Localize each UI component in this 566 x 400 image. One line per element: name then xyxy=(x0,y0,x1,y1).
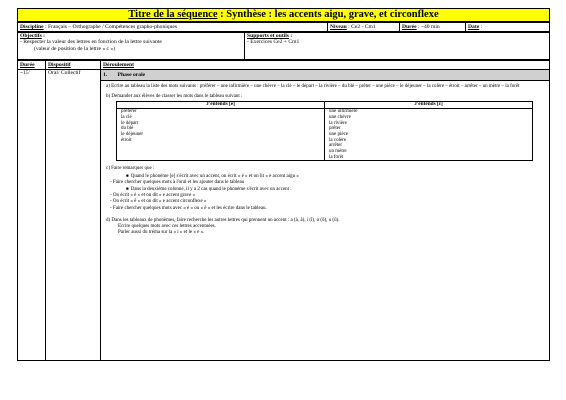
step-d-trema: Parler aussi du tréma sur la « i » et le « e ». xyxy=(118,230,205,236)
word-epsilon: la rivière xyxy=(329,120,347,126)
discipline-cell xyxy=(18,23,328,32)
sort-table-col-e xyxy=(117,109,325,161)
col-deroulement-header: Déroulement xyxy=(101,61,550,70)
lesson-plan xyxy=(17,8,550,392)
step-c-two-cases: ■ Dans la deuxième colonne, il y a 2 cas quand le phonème s'écrit avec un accent : xyxy=(106,186,545,193)
date-value: : xyxy=(479,24,483,30)
objectifs-cell xyxy=(18,33,245,60)
word-epsilon: prêter xyxy=(329,126,341,132)
col-duree-header: Durée xyxy=(18,61,46,70)
phase-dispositif: Oral/ Collectif xyxy=(46,70,101,361)
step-c-search-words: - Faire chercher quelques mots avec « è » ou « ê » et les écrire dans le tableau. xyxy=(110,205,267,211)
step-b: b) Demander aux élèves de classer les mots dans le tableau suivant : xyxy=(106,94,243,100)
sort-table-col-epsilon xyxy=(325,109,533,161)
word-epsilon: une chèvre xyxy=(329,114,351,120)
date-label: Date xyxy=(468,24,480,30)
duree-value: : ~40 min xyxy=(416,24,440,30)
word-e: préférer xyxy=(121,109,137,115)
title-text: : Synthèse : les accents aigu, grave, et circonflexe xyxy=(217,9,439,20)
sort-table xyxy=(116,101,533,161)
niveau-value: : Ce2 - Cm1 xyxy=(346,24,376,30)
word-epsilon: la colère xyxy=(329,137,347,143)
sequence-title xyxy=(17,8,550,22)
phase-content xyxy=(101,70,550,361)
step-d: d) Dans les tableaux de phonèmes, faire recherche les autres lettres qui prennent un accent : a (à, â), i (î), o (ô), u (û). xyxy=(106,217,340,223)
step-c-search-oral: - Faire chercher quelques mots à l'oral et les ajouter dans le tableau xyxy=(110,179,245,185)
meta-table xyxy=(17,22,550,32)
word-e: du blé xyxy=(121,126,134,132)
word-e: étroit xyxy=(121,137,132,143)
sort-table-header-epsilon: J'entends [ɛ] xyxy=(325,102,533,109)
objectifs-label-suffix: : xyxy=(41,33,46,39)
word-e: le déjeuner xyxy=(121,131,144,137)
objectifs-label: Objectifs xyxy=(20,33,42,39)
word-epsilon: un mètre xyxy=(329,149,347,155)
title-label: Titre de la séquence xyxy=(128,9,218,20)
phase-duree: ~15' xyxy=(18,70,46,361)
sort-table-header-e: J'entends [e] xyxy=(117,102,325,109)
duree-cell xyxy=(400,23,466,32)
niveau-label: Niveau xyxy=(330,24,347,30)
step-c-rule-circonflexe: - On écrit « ê » et on dit « e accent circonflexe » xyxy=(110,199,207,205)
supports-label: Supports et outils xyxy=(247,33,289,39)
col-dispositif-header: Dispositif xyxy=(46,61,101,70)
supports-cell xyxy=(245,33,550,60)
step-c-rule-grave: - On écrit « è » et on dit « e accent grave » xyxy=(110,193,196,199)
step-c-intro: c) Faire remarquer que : xyxy=(106,166,155,172)
phase-body xyxy=(101,81,549,236)
deroulement-table xyxy=(17,60,550,361)
discipline-value: : Français – Orthographe / Compétences grapho-phoniques xyxy=(43,24,178,30)
date-cell xyxy=(466,23,550,32)
word-e: le départ xyxy=(121,120,139,126)
word-epsilon: arrêter xyxy=(329,143,343,149)
step-d-write: Ecrire quelques mots avec ces lettres accentuées. xyxy=(118,224,216,230)
word-epsilon: une infirmière xyxy=(329,109,358,115)
word-epsilon: la forêt xyxy=(329,154,344,160)
phase-title: Phase orale xyxy=(117,72,146,78)
word-e: la clé xyxy=(121,114,132,120)
step-c-rule-aigu: ■ Quand le phonème [e] s'écrit avec un accent, on écrit « é » et on lit « e accent aigu » xyxy=(106,173,545,180)
word-epsilon: une pièce xyxy=(329,131,349,137)
phase-header xyxy=(101,70,549,81)
phase-number: 1. xyxy=(103,72,108,78)
duree-label: Durée xyxy=(402,24,417,30)
objectifs-line-2: (valeur de position de la lettre « c ») xyxy=(34,45,116,52)
niveau-cell xyxy=(328,23,400,32)
supports-label-suffix: : xyxy=(288,33,293,39)
objectives-table xyxy=(17,32,550,60)
discipline-label: Discipline xyxy=(20,24,44,30)
step-a: a) Ecrire au tableau la liste des mots suivants : préférer – une infirmière – une chèvre – la clé – le départ – la rivière – du blé – prêter – une pièce – le déjeuner – la colère – étroit – arrêter – un mètre – la forêt xyxy=(106,84,520,89)
objectifs-line-1: - Respecter la valeur des lettres en fonction de la lettre suivante xyxy=(20,39,162,46)
supports-line-1: - Exercices Ce2 + Cm1 xyxy=(247,39,300,46)
